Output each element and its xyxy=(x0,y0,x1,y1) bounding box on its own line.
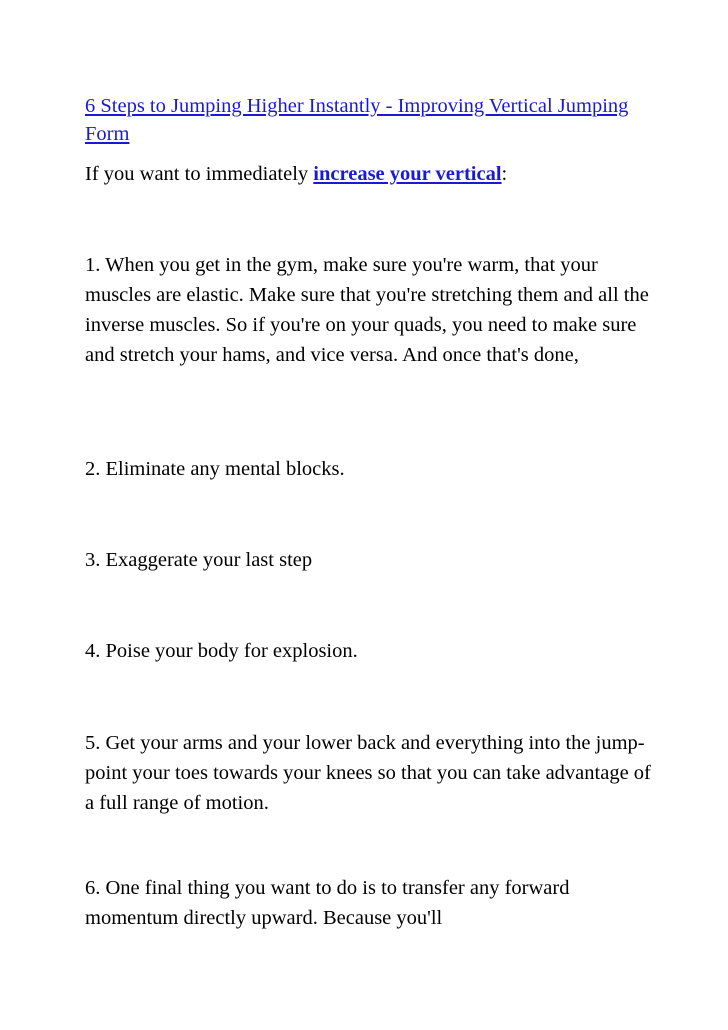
step-2-paragraph: 2. Eliminate any mental blocks. xyxy=(85,458,345,480)
document-title-link[interactable]: 6 Steps to Jumping Higher Instantly - Improving Vertical Jumping Form xyxy=(85,95,629,145)
step-5-paragraph: 5. Get your arms and your lower back and everything into the jump-point your toes towards your knees so that you can take advantage of a full range of motion. xyxy=(85,732,651,814)
step-4-paragraph: 4. Poise your body for explosion. xyxy=(85,640,358,662)
step-6-paragraph: 6. One final thing you want to do is to transfer any forward momentum directly upward. Because you'll xyxy=(85,877,570,929)
intro-paragraph xyxy=(85,160,665,189)
increase-vertical-link[interactable]: increase your vertical xyxy=(313,163,502,185)
intro-colon: : xyxy=(501,163,508,185)
step-1-paragraph: 1. When you get in the gym, make sure you're warm, that your muscles are elastic. Make sure that you're stretching them and all the inverse muscles. So if you're on your quads, you need to make sure and stretch your hams, and vice versa. And once that's done, xyxy=(85,254,649,366)
intro-text: If you want to immediately xyxy=(85,163,314,185)
step-3-paragraph: 3. Exaggerate your last step xyxy=(85,549,313,571)
